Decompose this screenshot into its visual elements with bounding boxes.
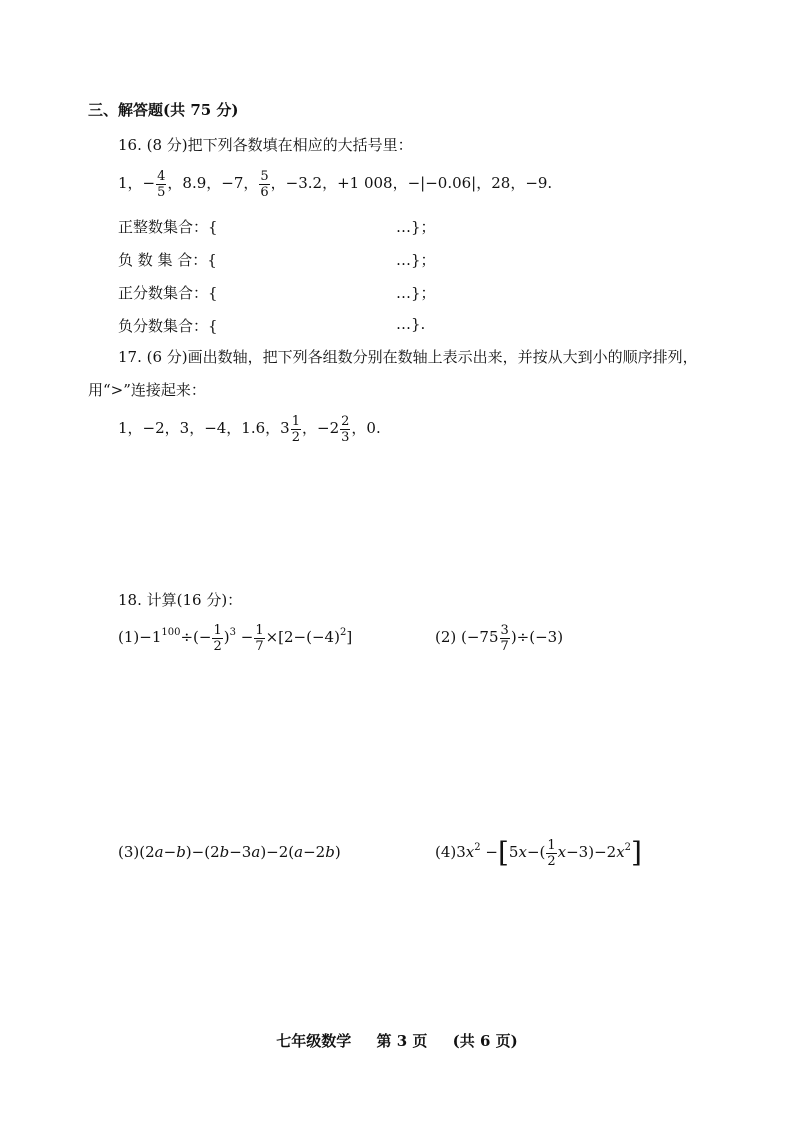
q18-part1: $(1)-1^{100}\div(-$ $\frac{1}{2}$ )$^3$ − $\frac{1}{7}$ $\times[2-(-4)^2]$ <box>118 622 353 654</box>
fraction: $\frac{3}{7}$ <box>500 622 509 654</box>
q18-part3: (3)(2a−b)−(2b−3a)−2(a−2b) <box>118 843 341 861</box>
set-row-positive-fractions: 正分数集合：{ …}； <box>118 284 436 302</box>
q16-numbers: 1，− $\frac{4}{5}$ ，8.9，−7， $\frac{5}{6}$ ，−3.2，+1 008，−|−0.06|，28，−9. <box>118 168 553 200</box>
page-footer <box>0 1030 794 1051</box>
set-row-negative-numbers: 负 数 集 合：{ …}； <box>118 251 436 269</box>
fraction: $\frac{1}{2}$ <box>547 837 556 869</box>
fraction: $\frac{4}{5}$ <box>157 168 166 200</box>
q16-prompt: 16. (8 分)把下列各数填在相应的大括号里： <box>118 136 413 154</box>
set-row-positive-integers: 正整数集合：{ …}； <box>118 218 436 236</box>
right-bracket: ] <box>631 836 642 869</box>
q17-numbers: 1，−2，3，−4，1.6，3 $\frac{1}{2}$ ，−2 $\frac{2}{3}$ ，0. <box>118 413 381 445</box>
fraction: $\frac{1}{2}$ <box>213 622 222 654</box>
q17-prompt-line2: 用“>”连接起来： <box>88 381 206 399</box>
q18-part2: (2) (−75 $\frac{3}{7}$ )÷(−3) <box>435 622 564 654</box>
fraction: $\frac{2}{3}$ <box>341 413 350 445</box>
left-bracket: [ <box>497 836 509 869</box>
q17-prompt-line1: 17. (6 分)画出数轴，把下列各组数分别在数轴上表示出来，并按从大到小的顺序排列， <box>118 348 698 366</box>
q18-prompt: 18. 计算(16 分)： <box>118 591 243 609</box>
set-row-negative-fractions: 负分数集合：{ …}. <box>118 315 426 335</box>
footer-page: 第 3 页 <box>376 1032 428 1050</box>
section-title: 三、解答题(共 75 分) <box>88 101 239 119</box>
fraction: $\frac{5}{6}$ <box>260 168 269 200</box>
fraction: $\frac{1}{2}$ <box>291 413 300 445</box>
fraction: $\frac{1}{7}$ <box>255 622 264 654</box>
footer-total: (共 6 页) <box>452 1032 518 1050</box>
q18-part4: $(4)3x^2 -[5x-$( $\frac{1}{2}$ $x-3)-2x^2$] <box>435 836 642 869</box>
footer-subject: 七年级数学 <box>276 1032 352 1050</box>
